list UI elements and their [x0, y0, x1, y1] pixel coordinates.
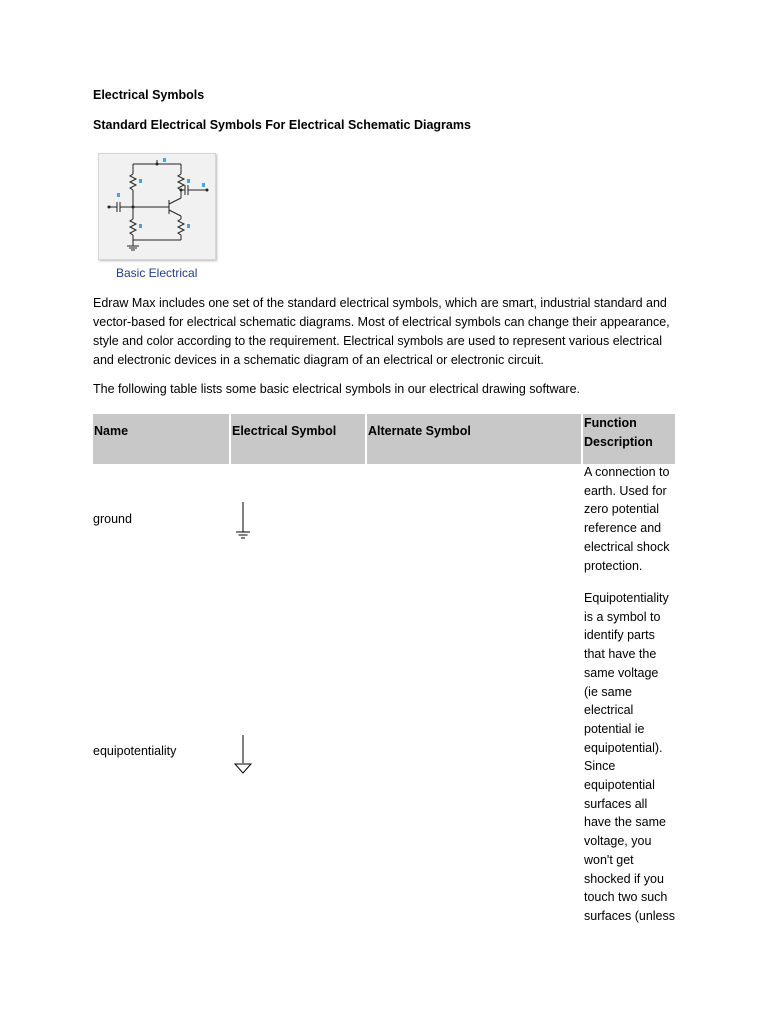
description-line: identify parts [584, 628, 655, 643]
circuit-diagram-icon [99, 154, 215, 259]
header-alternate-symbol-label: Alternate Symbol [368, 424, 471, 438]
table-intro-paragraph: The following table lists some basic electrical symbols in our electrical drawing software. [93, 382, 581, 396]
ground-icon [234, 500, 254, 542]
row-equipotentiality-description [584, 589, 679, 926]
description-line: equipotential). [584, 740, 663, 755]
description-line: surfaces (unless [584, 908, 676, 923]
row-ground-description [584, 463, 679, 575]
description-line: zero potential [584, 502, 660, 517]
description-line: electrical [584, 703, 634, 718]
description-line: A connection to [584, 465, 670, 479]
header-function-description-label: Function Description [584, 416, 653, 449]
basic-electrical-thumbnail[interactable] [98, 153, 216, 260]
description-line: reference and [584, 521, 662, 536]
header-name-label: Name [94, 424, 129, 438]
description-line: voltage, you [584, 834, 652, 849]
header-function-description [583, 414, 675, 464]
header-name [93, 414, 229, 464]
description-line: equipotential [584, 778, 655, 793]
row-equipotentiality-name: equipotentiality [93, 744, 177, 758]
description-line: same voltage [584, 665, 659, 680]
description-line: shocked if you [584, 871, 664, 886]
row-ground-name: ground [93, 512, 132, 526]
description-line: is a symbol to [584, 609, 661, 624]
description-line: Equipotentiality [584, 591, 669, 605]
description-line: won't get [584, 852, 634, 867]
header-electrical-symbol-label: Electrical Symbol [232, 424, 337, 438]
description-line: earth. Used for [584, 483, 667, 498]
document-title: Electrical Symbols [93, 88, 205, 102]
description-line: touch two such [584, 890, 668, 905]
header-electrical-symbol [231, 414, 365, 464]
description-line: surfaces all [584, 796, 648, 811]
description-line: (ie same [584, 684, 632, 699]
description-line: potential ie [584, 721, 645, 736]
description-line: that have the [584, 647, 657, 662]
header-alternate-symbol [367, 414, 581, 464]
document-subtitle: Standard Electrical Symbols For Electrical Schematic Diagrams [93, 118, 471, 132]
thumbnail-caption[interactable]: Basic Electrical [116, 266, 198, 280]
description-line: Since [584, 759, 616, 774]
equipotential-icon [232, 733, 254, 777]
description-line: have the same [584, 815, 666, 830]
description-line: protection. [584, 558, 643, 573]
intro-paragraph: Edraw Max includes one set of the standard electrical symbols, which are smart, industrial standard and vector-based for electrical schematic diagrams. Most of electrical symbols can change their appearance, style and color according to the requirement. Electrical symbols are used to represent various electrical and electronic devices in a schematic diagram of an electrical or electronic circuit. [93, 296, 670, 367]
description-line: electrical shock [584, 539, 670, 554]
